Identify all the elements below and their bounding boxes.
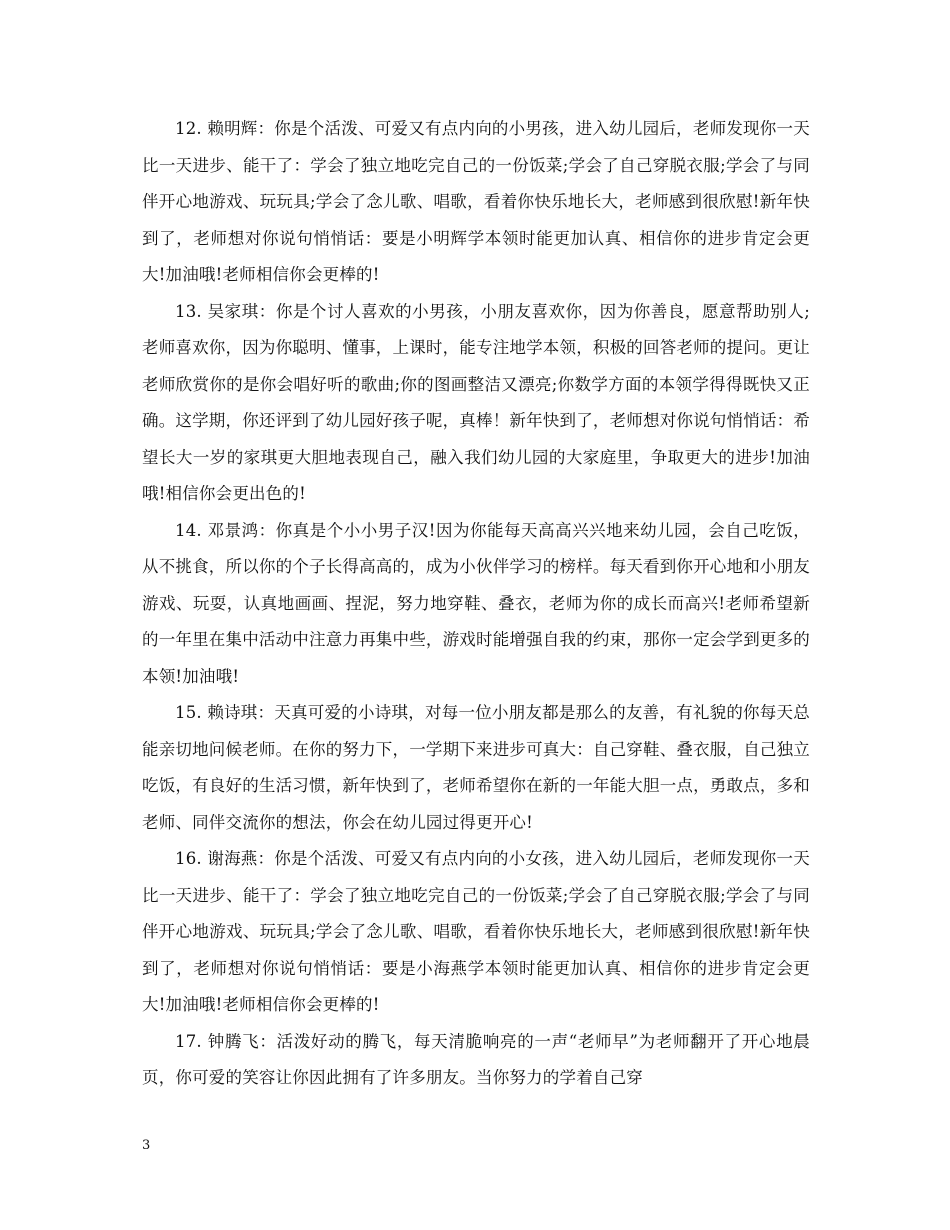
paragraph-14-deng-jinghong: 14. 邓景鸿：你真是个小小男子汉!因为你能每天高高兴兴地来幼儿园，会自己吃饭，从不挑食，所以你的个子长得高高的，成为小伙伴学习的榜样。每天看到你开心地和小朋友游戏、玩耍，认真地画画、捏泥，努力地穿鞋、叠衣，老师为你的成长而高兴!老师希望新的一年里在集中活动中注意力再集中些，游戏时能增强自我的约束，那你一定会学到更多的本领!加油哦! — [142, 520, 810, 686]
paragraph-12-lai-minghui: 12. 赖明辉：你是个活泼、可爱又有点内向的小男孩，进入幼儿园后，老师发现你一天比一天进步、能干了：学会了独立地吃完自己的一份饭菜;学会了自己穿脱衣服;学会了与同伴开心地游戏、玩玩具;学会了念儿歌、唱歌，看着你快乐地长大，老师感到很欣慰!新年快到了，老师想对你说句悄悄话：要是小明辉学本领时能更加认真、相信你的进步肯定会更大!加油哦!老师相信你会更棒的! — [142, 119, 810, 284]
document-body — [142, 111, 810, 1097]
paragraph-15-lai-shiqi: 15. 赖诗琪：天真可爱的小诗琪，对每一位小朋友都是那么的友善，有礼貌的你每天总能亲切地问候老师。在你的努力下，一学期下来进步可真大：自己穿鞋、叠衣服，自己独立吃饭，有良好的生活习惯，新年快到了，老师希望你在新的一年能大胆一点，勇敢点，多和老师、同伴交流你的想法，你会在幼儿园过得更开心! — [142, 703, 810, 832]
paragraph-17-zhong-tengfei: 17. 钟腾飞：活泼好动的腾飞，每天清脆响亮的一声“老师早”为老师翻开了开心地晨页，你可爱的笑容让你因此拥有了许多朋友。当你努力的学着自己穿 — [142, 1031, 810, 1087]
paragraph-13-wu-jiaqi: 13. 吴家琪：你是个讨人喜欢的小男孩，小朋友喜欢你，因为你善良，愿意帮助别人;老师喜欢你，因为你聪明、懂事，上课时，能专注地学本领，积极的回答老师的提问。更让老师欣赏你的是你会唱好听的歌曲;你的图画整洁又漂亮;你数学方面的本领学得得既快又正确。这学期，你还评到了幼儿园好孩子呢，真棒！新年快到了，老师想对你说句悄悄话：希望长大一岁的家琪更大胆地表现自己，融入我们幼儿园的大家庭里，争取更大的进步!加油哦!相信你会更出色的! — [142, 301, 810, 503]
paragraph-16-xie-haiyan: 16. 谢海燕：你是个活泼、可爱又有点内向的小女孩，进入幼儿园后，老师发现你一天比一天进步、能干了：学会了独立地吃完自己的一份饭菜;学会了自己穿脱衣服;学会了与同伴开心地游戏、玩玩具;学会了念儿歌、唱歌，看着你快乐地长大，老师感到很欣慰!新年快到了，老师想对你说句悄悄话：要是小海燕学本领时能更加认真、相信你的进步肯定会更大!加油哦!老师相信你会更棒的! — [142, 849, 810, 1014]
page-number: 3 — [142, 1138, 151, 1153]
